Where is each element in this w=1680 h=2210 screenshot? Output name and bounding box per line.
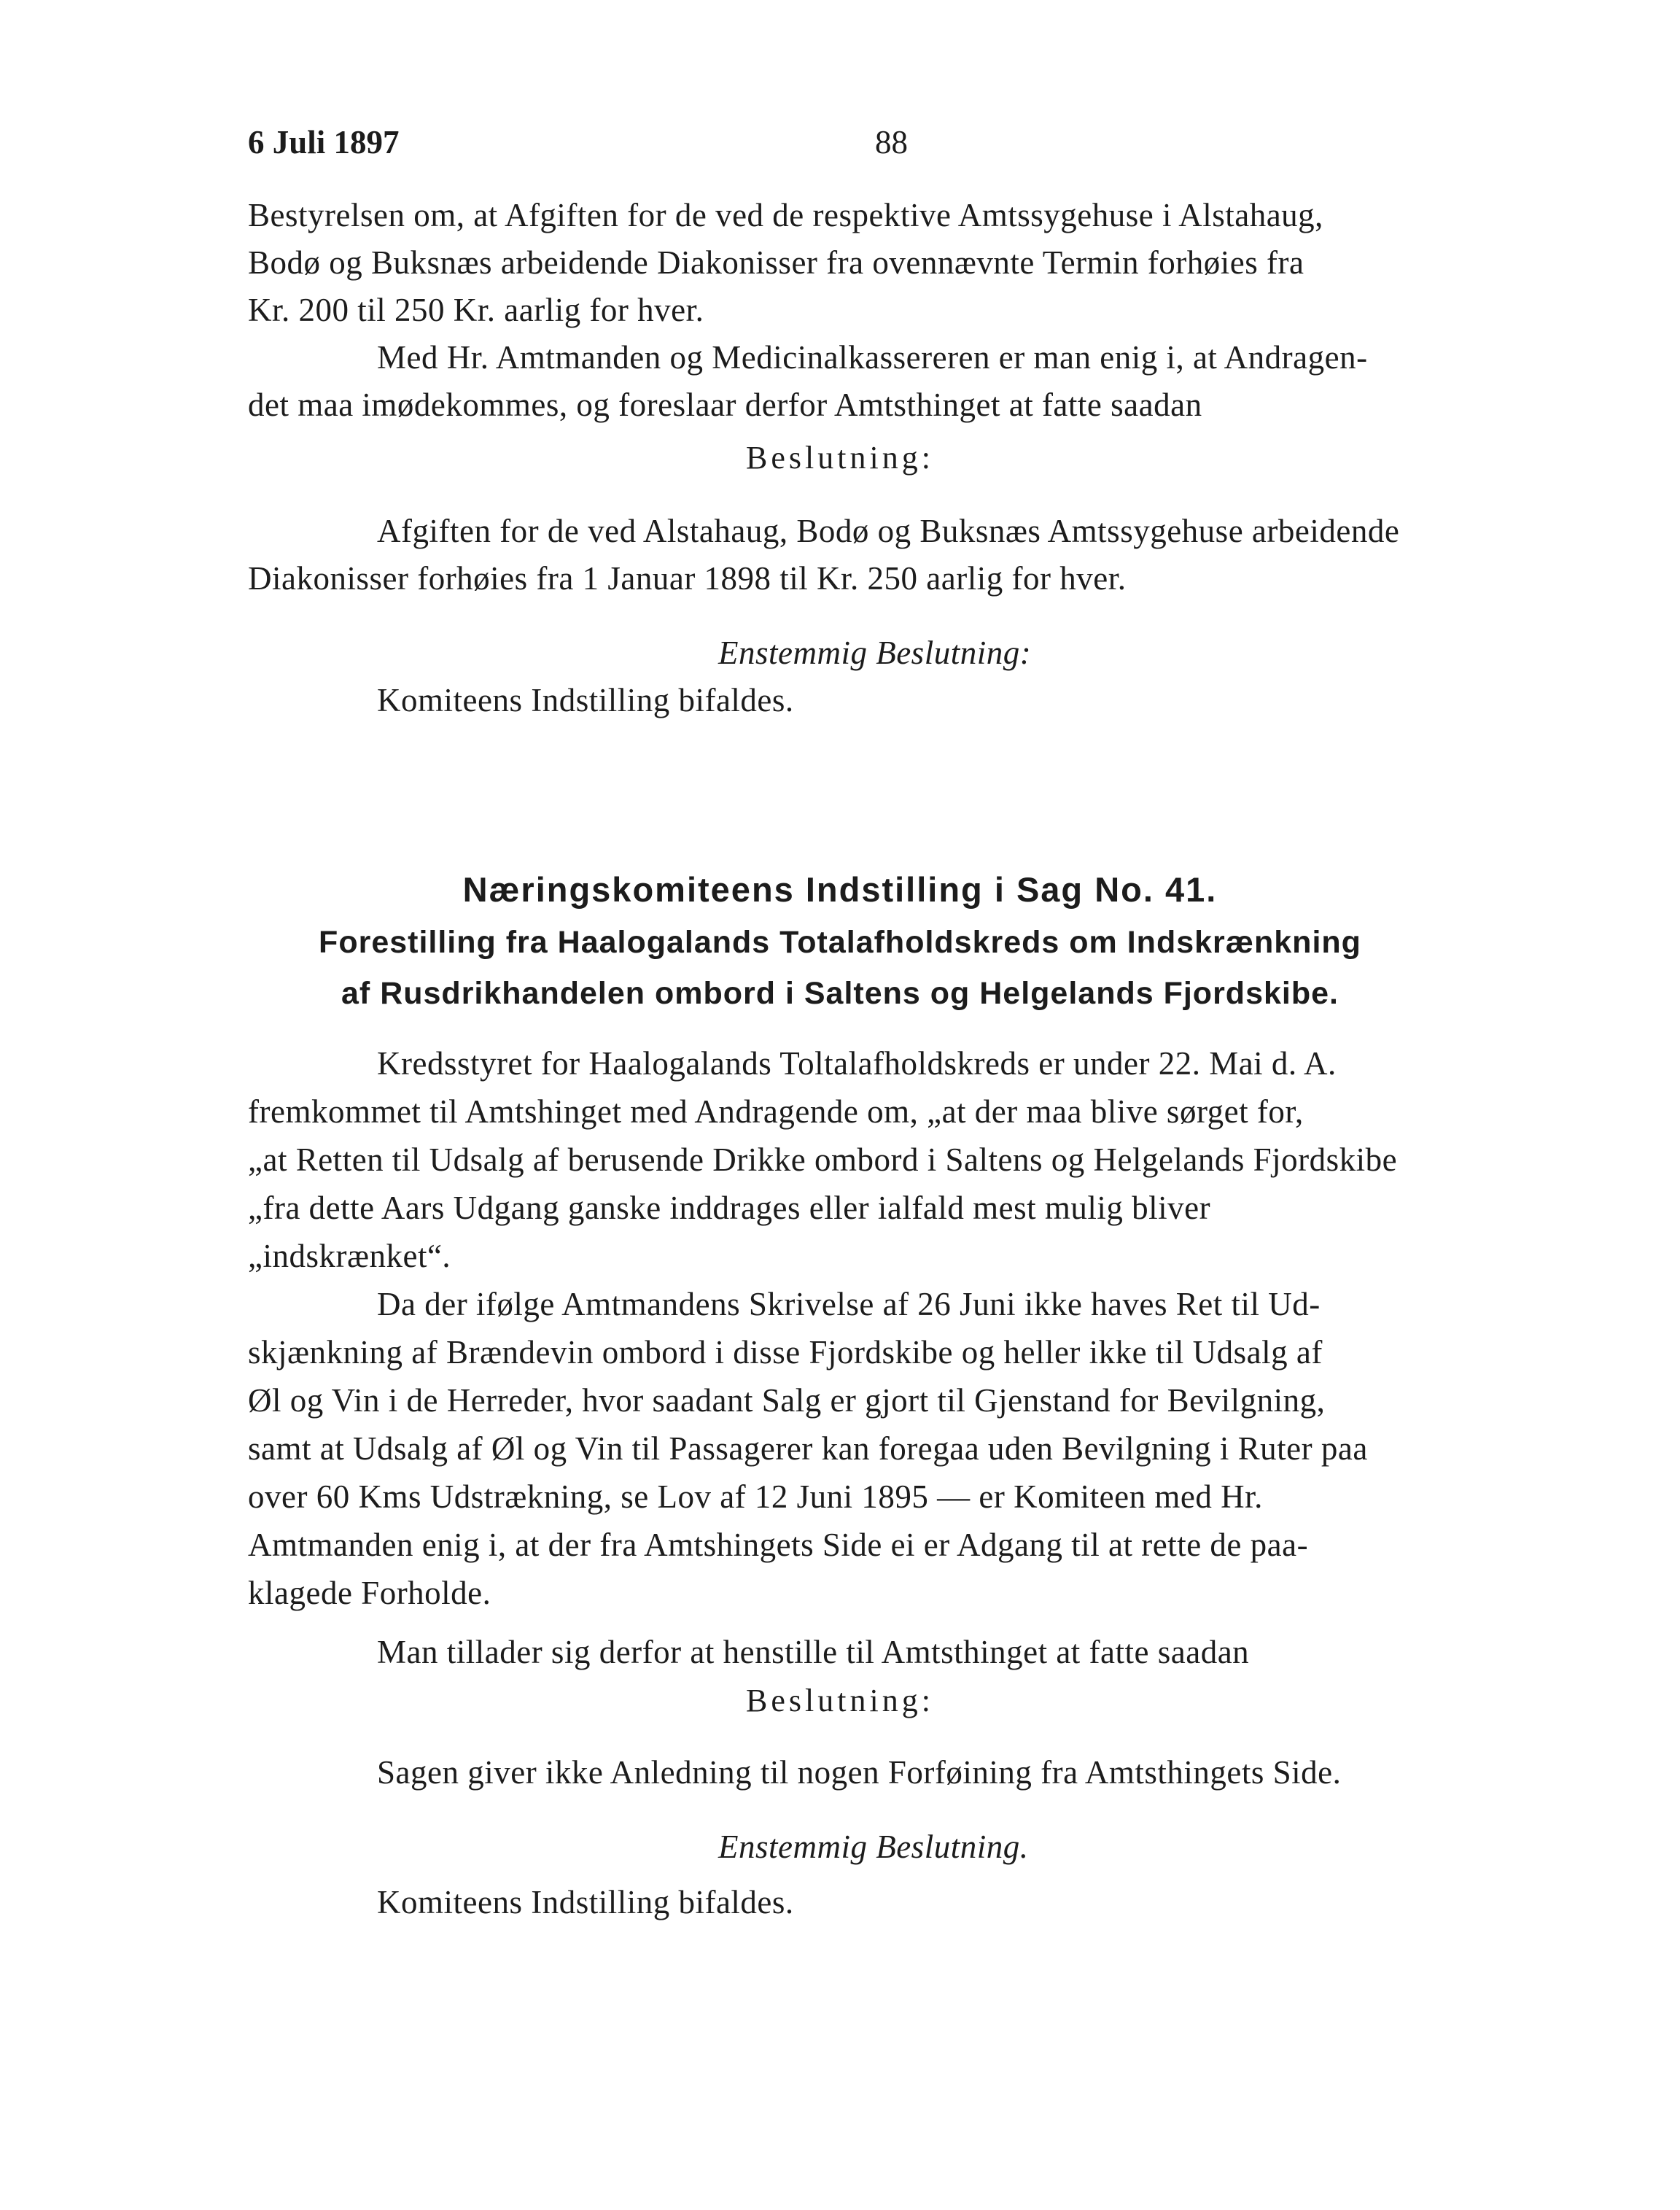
- body-line: Bodø og Buksnæs arbeidende Diakonisser fra ovennævnte Termin forhøies fra: [248, 244, 1304, 281]
- resolution-heading: Beslutning:: [746, 440, 934, 476]
- body-line: „fra dette Aars Udgang ganske inddrages eller ialfald mest mulig bliver: [248, 1190, 1211, 1226]
- body-line: over 60 Kms Udstrækning, se Lov af 12 Juni 1895 — er Komiteen med Hr.: [248, 1478, 1263, 1515]
- body-line: klagede Forholde.: [248, 1575, 491, 1611]
- page-number: 88: [875, 124, 908, 160]
- body-line: Amtmanden enig i, at der fra Amtshingets Side ei er Adgang til at rette de paa-: [248, 1527, 1309, 1563]
- body-line: fremkommet til Amtshinget med Andragende om, „at der maa blive sørget for,: [248, 1093, 1304, 1130]
- body-line: Kredsstyret for Haalogalands Toltalafholdskreds er under 22. Mai d. A.: [377, 1045, 1337, 1082]
- body-line: samt at Udsalg af Øl og Vin til Passagerer kan foregaa uden Bevilgning i Ruter paa: [248, 1430, 1368, 1467]
- unanimous-text: Komiteens Indstilling bifaldes.: [377, 682, 794, 718]
- body-line: „at Retten til Udsalg af berusende Drikke ombord i Saltens og Helgelands Fjordskibe: [248, 1141, 1398, 1178]
- body-line: Kr. 200 til 250 Kr. aarlig for hver.: [248, 292, 704, 328]
- body-line: Øl og Vin i de Herreder, hvor saadant Salg er gjort til Gjenstand for Bevilgning,: [248, 1382, 1326, 1419]
- body-line: Med Hr. Amtmanden og Medicinalkassereren er man enig i, at Andragen-: [377, 339, 1368, 376]
- resolution-line: Afgiften for de ved Alstahaug, Bodø og Buksnæs Amtssygehuse arbeidende: [377, 513, 1400, 549]
- resolution-heading: Beslutning:: [746, 1683, 934, 1718]
- unanimous-text: Komiteens Indstilling bifaldes.: [377, 1884, 794, 1920]
- body-line: det maa imødekommes, og foreslaar derfor Amtsthinget at fatte saadan: [248, 387, 1202, 423]
- unanimous-heading: Enstemmig Beslutning.: [718, 1829, 1029, 1865]
- body-line: „indskrænket“.: [248, 1238, 451, 1274]
- unanimous-heading: Enstemmig Beslutning:: [718, 635, 1032, 671]
- body-line: Man tillader sig derfor at henstille til Amtsthinget at fatte saadan: [377, 1634, 1250, 1670]
- section-title: Næringskomiteens Indstilling i Sag No. 41.: [462, 870, 1218, 909]
- body-line: skjænkning af Brændevin ombord i disse Fjordskibe og heller ikke til Udsalg af: [248, 1334, 1323, 1370]
- resolution-line: Sagen giver ikke Anledning til nogen Forføining fra Amtsthingets Side.: [377, 1754, 1342, 1791]
- resolution-line: Diakonisser forhøies fra 1 Januar 1898 til Kr. 250 aarlig for hver.: [248, 560, 1127, 597]
- body-line: Da der ifølge Amtmandens Skrivelse af 26 Juni ikke haves Ret til Ud-: [377, 1286, 1321, 1322]
- header-date: 6 Juli 1897: [248, 124, 400, 160]
- body-line: Bestyrelsen om, at Afgiften for de ved de respektive Amtssygehuse i Alstahaug,: [248, 197, 1323, 233]
- section-subtitle-line: Forestilling fra Haalogalands Totalafholdskreds om Indskrænkning: [319, 925, 1361, 960]
- section-subtitle-line: af Rusdrikhandelen ombord i Saltens og Helgelands Fjordskibe.: [341, 976, 1339, 1011]
